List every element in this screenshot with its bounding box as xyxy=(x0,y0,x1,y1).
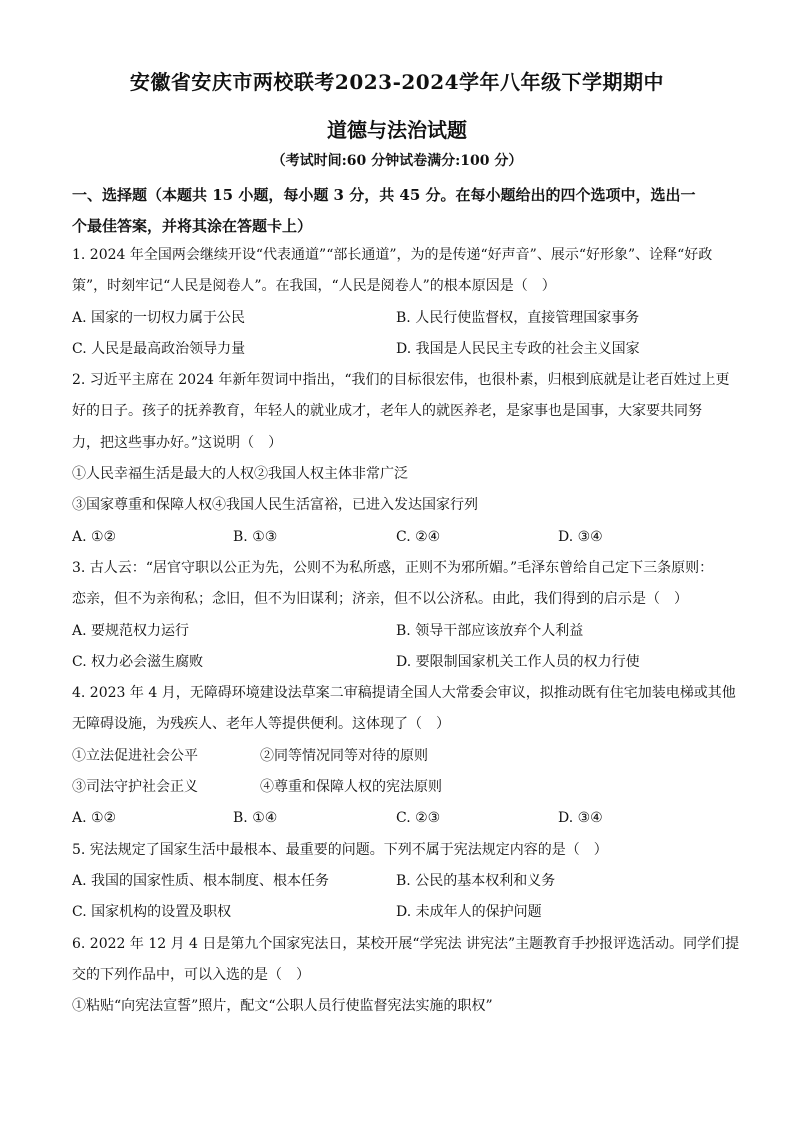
option-row xyxy=(72,866,724,897)
question-1 xyxy=(72,240,724,365)
option-b: B. 公民的基本权利和义务 xyxy=(396,872,556,889)
question-stem-line: 6. 2022 年 12 月 4 日是第九个国家宪法日，某校开展“学宪法 讲宪法”主题教育手抄报评选活动。同学们提 xyxy=(72,935,740,952)
option-d: D. ③④ xyxy=(558,810,603,827)
option-d: D. 未成年人的保护问题 xyxy=(396,904,542,921)
option-b: B. ①④ xyxy=(233,810,278,827)
question-stem-line: 策”，时刻牢记“人民是阅卷人”。在我国，“人民是阅卷人”的根本原因是（ ） xyxy=(72,278,556,295)
option-a: A. 我国的国家性质、根本制度、根本任务 xyxy=(72,872,330,889)
option-a: A. 国家的一切权力属于公民 xyxy=(72,309,246,326)
option-row xyxy=(72,897,724,928)
option-a: A. 要规范权力运行 xyxy=(72,622,190,639)
question-2 xyxy=(72,365,730,553)
statement-line: ①人民幸福生活是最大的人权②我国人权主体非常广泛 xyxy=(72,466,408,483)
statement-2: ②同等情况同等对待的原则 xyxy=(260,747,428,764)
option-row xyxy=(72,334,724,365)
question-stem-line: 3. 古人云：“居官守职以公正为先，公则不为私所惑，正则不为邪所媚。”毛泽东曾给自己定下三条原则： xyxy=(72,559,714,576)
question-stem-line: 恋亲，但不为亲徇私；念旧，但不为旧谋利；济亲，但不以公济私。由此，我们得到的启示是（ ） xyxy=(72,591,688,608)
question-stem-line: 无障碍设施，为残疾人、老年人等提供便利。这体现了（ ） xyxy=(72,716,450,733)
question-stem-line: 好的日子。孩子的抚养教育，年轻人的就业成才，老年人的就医养老，是家事也是国事，大家要共同努 xyxy=(72,403,702,420)
option-c: C. ②③ xyxy=(396,810,441,827)
option-row xyxy=(72,522,724,553)
option-c: C. 人民是最高政治领导力量 xyxy=(72,340,246,357)
statement-4: ④尊重和保障人权的宪法原则 xyxy=(260,779,442,796)
option-row xyxy=(72,303,724,334)
question-stem-line: 5. 宪法规定了国家生活中最根本、最重要的问题。下列不属于宪法规定内容的是（ ） xyxy=(72,841,608,858)
option-d: D. 要限制国家机关工作人员的权力行使 xyxy=(396,653,640,670)
option-a: A. ①② xyxy=(72,810,117,827)
question-6 xyxy=(72,929,740,1023)
exam-title: 安徽省安庆市两校联考2023-2024学年八年级下学期期中 xyxy=(129,70,665,94)
question-stem-line: 4. 2023 年 4 月，无障碍环境建设法草案二审稿提请全国人大常委会审议，拟推动既有住宅加装电梯或其他 xyxy=(72,685,736,702)
statement-3: ③司法守护社会正义 xyxy=(72,779,198,796)
option-b: B. 人民行使监督权，直接管理国家事务 xyxy=(396,309,640,326)
option-c: C. 国家机构的设置及职权 xyxy=(72,904,232,921)
section-heading-line: 个最佳答案，并将其涂在答题卡上） xyxy=(72,217,313,235)
option-a: A. ①② xyxy=(72,528,117,545)
statement-1: ①立法促进社会公平 xyxy=(72,747,198,764)
exam-subject: 道德与法治试题 xyxy=(327,118,467,142)
question-stem-line: 2. 习近平主席在 2024 年新年贺词中指出，“我们的目标很宏伟，也很朴素，归根到底就是让老百姓过上更 xyxy=(72,372,730,389)
option-row xyxy=(72,616,724,647)
question-3 xyxy=(72,553,724,678)
statement-line: ①粘贴“向宪法宣誓”照片，配文“公职人员行使监督宪法实施的职权” xyxy=(72,998,493,1015)
option-row xyxy=(72,647,724,678)
question-stem-line: 交的下列作品中，可以入选的是（ ） xyxy=(72,966,310,983)
option-d: D. 我国是人民民主专政的社会主义国家 xyxy=(396,340,640,357)
question-stem-line: 1. 2024 年全国两会继续开设“代表通道”“部长通道”，为的是传递“好声音”、展示“好形象”、诠释“好政 xyxy=(72,247,713,263)
option-c: C. ②④ xyxy=(396,528,441,545)
statement-row xyxy=(72,741,724,772)
section-heading-line: 一、选择题（本题共 15 小题，每小题 3 分，共 45 分。在每小题给出的四个选项中，选出一 xyxy=(72,186,696,204)
statement-row xyxy=(72,772,724,803)
question-4 xyxy=(72,678,736,834)
question-stem-line: 力，把这些事办好。”这说明（ ） xyxy=(72,434,283,451)
exam-info: （考试时间:60 分钟试卷满分:100 分） xyxy=(271,153,523,169)
section-heading xyxy=(72,180,722,242)
question-5 xyxy=(72,835,724,929)
option-d: D. ③④ xyxy=(558,528,603,545)
question-list xyxy=(72,240,740,1022)
option-b: B. ①③ xyxy=(233,528,278,545)
statement-line: ③国家尊重和保障人权④我国人民生活富裕，已进入发达国家行列 xyxy=(72,497,478,514)
option-b: B. 领导干部应该放弃个人利益 xyxy=(396,622,584,639)
option-row xyxy=(72,803,724,834)
option-c: C. 权力必会滋生腐败 xyxy=(72,653,204,670)
